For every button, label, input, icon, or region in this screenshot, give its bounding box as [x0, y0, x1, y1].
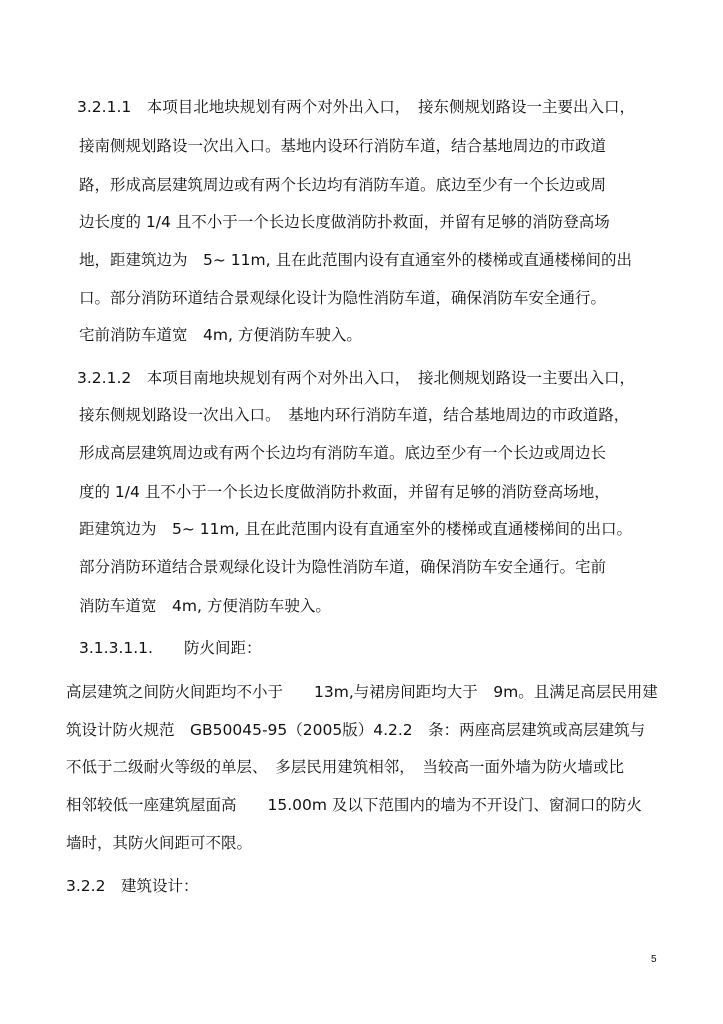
paragraph-line: 3.2.1.2 本项目南地块规划有两个对外出入口， 接北侧规划路设一主要出入口， — [77, 369, 635, 387]
paragraph-line: 度的 1/4 且不小于一个长边长度做消防扑救面，并留有足够的消防登高场地， — [79, 483, 610, 501]
section-heading: 3.2.2 建筑设计： — [66, 877, 199, 895]
paragraph-line: 筑设计防火规范 GB50045-95（2005版）4.2.2 条：两座高层建筑或高层建筑与 — [66, 721, 646, 739]
page-number: 5 — [651, 954, 657, 965]
paragraph-line: 接东侧规划路设一次出入口。 基地内环行消防车道，结合基地周边的市政道路， — [79, 406, 630, 424]
paragraph-line: 墙时，其防火间距可不限。 — [66, 834, 253, 852]
paragraph-line: 高层建筑之间防火间距均不小于 13m,与裙房间距均大于 9m。且满足高层民用建 — [66, 683, 658, 701]
section-heading: 3.1.3.1.1. 防火间距： — [79, 639, 262, 657]
paragraph-line: 宅前消防车道宽 4m, 方便消防车驶入。 — [79, 326, 362, 344]
paragraph-line: 相邻较低一座建筑屋面高 15.00m 及以下范围内的墙为不开设门、窗洞口的防火 — [66, 796, 642, 814]
paragraph-line: 部分消防环道结合景观绿化设计为隐性消防车道，确保消防车安全通行。宅前 — [79, 558, 607, 576]
paragraph-line: 3.2.1.1 本项目北地块规划有两个对外出入口， 接东侧规划路设一主要出入口， — [77, 98, 635, 116]
paragraph-line: 不低于二级耐火等级的单层、 多层民用建筑相邻， 当较高一面外墙为防火墙或比 — [66, 758, 625, 776]
paragraph-line: 接南侧规划路设一次出入口。基地内设环行消防车道，结合基地周边的市政道 — [79, 137, 607, 155]
paragraph-line: 路，形成高层建筑周边或有两个长边均有消防车道。底边至少有一个长边或周 — [79, 176, 607, 194]
paragraph-line: 边长度的 1/4 且不小于一个长边长度做消防扑救面，并留有足够的消防登高场 — [79, 213, 610, 231]
paragraph-line: 消防车道宽 4m, 方便消防车驶入。 — [79, 597, 331, 615]
paragraph-line: 距建筑边为 5~ 11m, 且在此范围内设有直通室外的楼梯或直通楼梯间的出口。 — [79, 520, 632, 538]
paragraph-line: 形成高层建筑周边或有两个长边均有消防车道。底边至少有一个长边或周边长 — [79, 444, 607, 462]
paragraph-line: 地，距建筑边为 5~ 11m, 且在此范围内设有直通室外的楼梯或直通楼梯间的出 — [79, 251, 632, 269]
paragraph-line: 口。部分消防环道结合景观绿化设计为隐性消防车道，确保消防车安全通行。 — [79, 289, 607, 307]
